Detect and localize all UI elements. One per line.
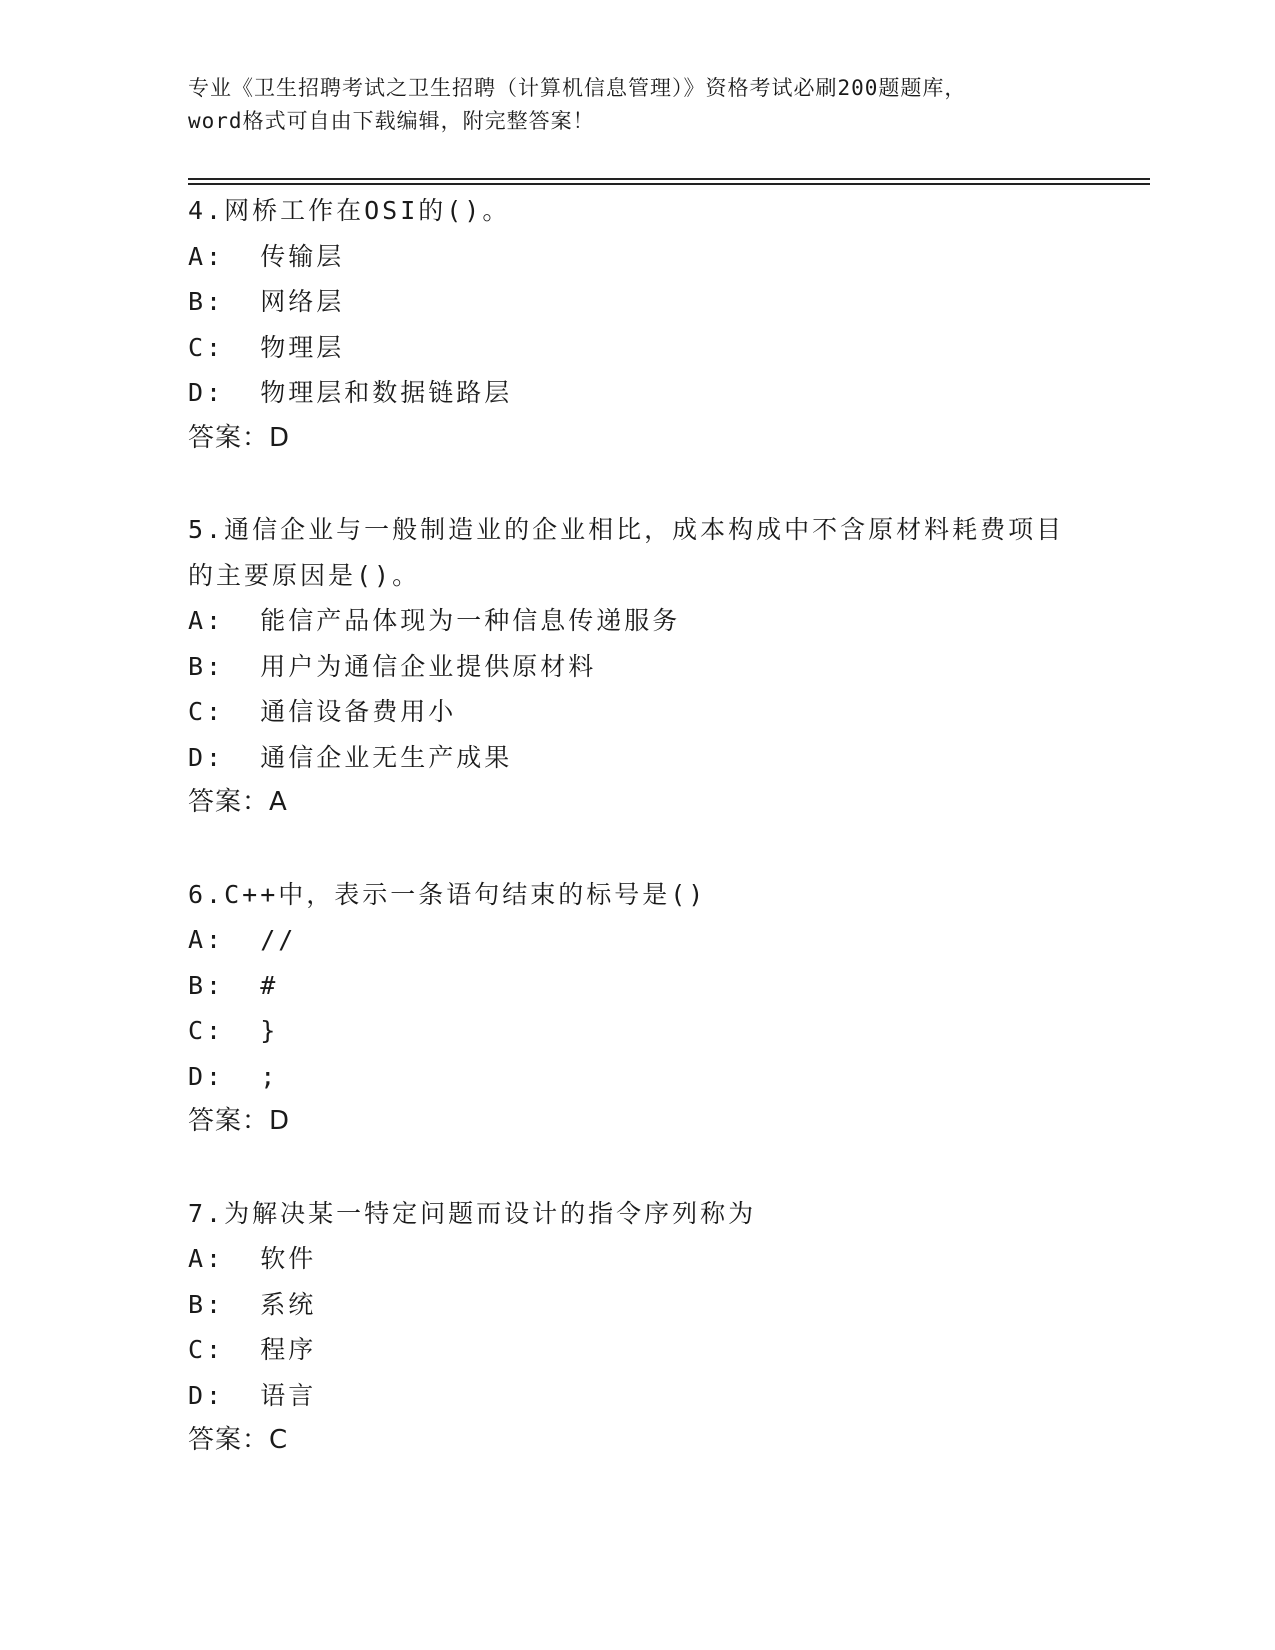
- option-b: B: 网络层: [188, 287, 345, 316]
- header-divider-top: [188, 178, 1150, 180]
- question-list: [188, 188, 1088, 1510]
- option-c: C: }: [188, 1016, 279, 1045]
- option-b: B: 系统: [188, 1289, 317, 1319]
- option-d: D: 物理层和数据链路层: [188, 378, 513, 407]
- option-a: A: //: [188, 925, 297, 954]
- answer-label: 答案：D: [188, 422, 291, 453]
- option-c: C: 程序: [188, 1335, 317, 1364]
- question-stem: 4.网桥工作在OSI的()。: [188, 196, 511, 225]
- option-d: D: 语言: [188, 1380, 317, 1410]
- question-4: [188, 188, 1088, 461]
- option-d: D: 通信企业无生产成果: [188, 742, 513, 772]
- option-b: B: 用户为通信企业提供原材料: [188, 651, 597, 681]
- document-header: [188, 72, 1088, 138]
- question-stem: 7.为解决某一特定问题而设计的指令序列称为: [188, 1198, 757, 1228]
- option-a: A: 能信产品体现为一种信息传递服务: [188, 606, 681, 635]
- option-a: A: 软件: [188, 1244, 317, 1273]
- option-b: B: #: [188, 970, 279, 1000]
- header-divider-bottom: [188, 183, 1150, 185]
- option-c: C: 通信设备费用小: [188, 697, 457, 726]
- header-line-2: word格式可自由下载编辑，附完整答案！: [188, 109, 595, 133]
- answer-label: 答案：A: [188, 787, 288, 817]
- header-line-1: 专业《卫生招聘考试之卫生招聘（计算机信息管理）》资格考试必刷200题题库，: [188, 76, 967, 100]
- answer-label: 答案：D: [188, 1106, 291, 1136]
- answer-label: 答案：C: [188, 1425, 289, 1455]
- question-7: [188, 1191, 1088, 1464]
- question-6: [188, 872, 1088, 1145]
- question-stem: 5.通信企业与一般制造业的企业相比，成本构成中不含原材料耗费项目的主要原因是()。: [188, 515, 1065, 590]
- option-d: D: ;: [188, 1061, 279, 1091]
- question-stem: 6.C++中，表示一条语句结束的标号是(): [188, 879, 707, 909]
- option-a: A: 传输层: [188, 241, 345, 271]
- question-5: [188, 507, 1088, 826]
- option-c: C: 物理层: [188, 332, 345, 362]
